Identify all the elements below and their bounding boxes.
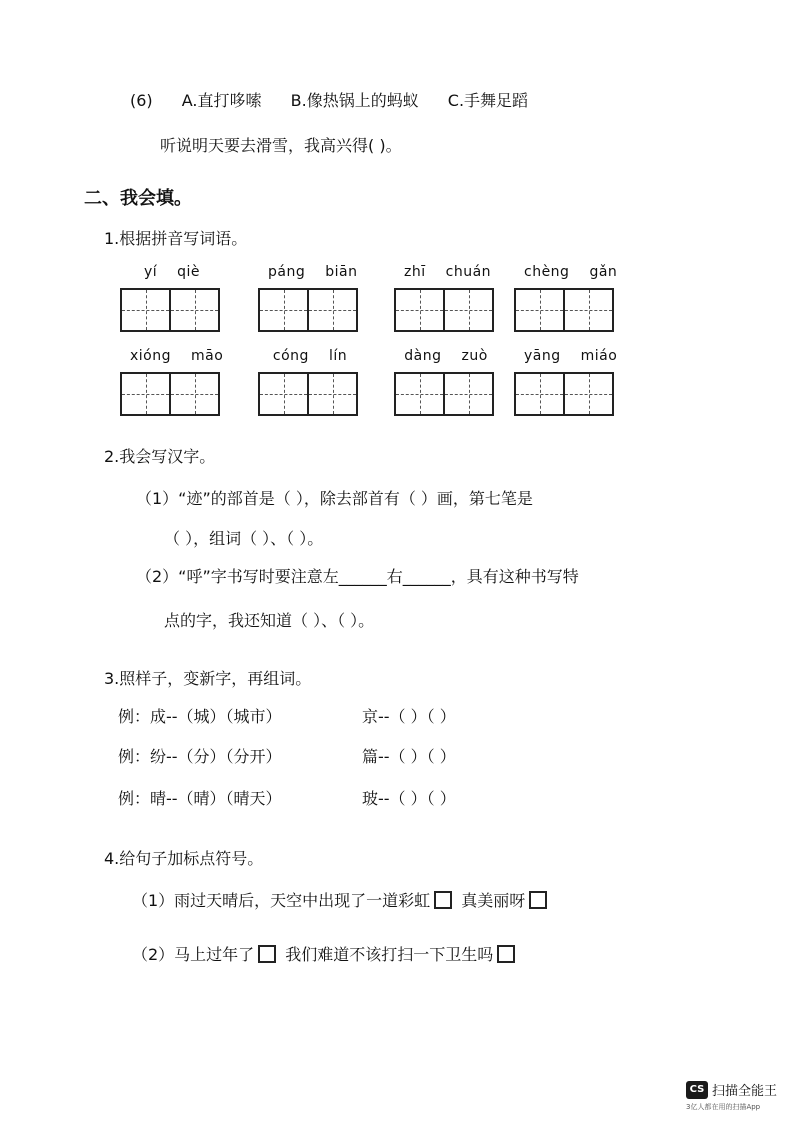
writing-grid[interactable] — [120, 372, 220, 416]
pinyin-item — [514, 348, 618, 416]
pinyin-syllable: dàng — [404, 348, 442, 364]
pinyin-syllable: chèng — [524, 264, 570, 280]
option-c: C.手舞足蹈 — [447, 91, 529, 110]
question-6-options — [130, 88, 552, 111]
q3-title: 3.照样子，变新字，再组词。 — [104, 669, 312, 688]
option-b: B.像热锅上的蚂蚁 — [290, 91, 419, 110]
pinyin-syllable: cóng — [272, 348, 309, 364]
pinyin-syllable: qiè — [177, 264, 201, 280]
writing-grid[interactable] — [120, 288, 220, 332]
writing-grid[interactable] — [514, 372, 614, 416]
pinyin-item — [258, 348, 362, 416]
pinyin-syllable: yí — [143, 264, 158, 280]
writing-grid[interactable] — [394, 288, 494, 332]
q2-title: 2.我会写汉字。 — [104, 447, 216, 466]
q2-line-3: （2）“呼”字书写时要注意左______右______，具有这种书写特 — [136, 567, 579, 586]
punctuation-box[interactable] — [497, 945, 515, 963]
punctuation-box[interactable] — [434, 891, 452, 909]
pinyin-item — [120, 348, 224, 416]
pinyin-syllable: lín — [328, 348, 348, 364]
pinyin-item — [394, 348, 498, 416]
q2-line-4: 点的字，我还知道（ ）、（ ）。 — [164, 611, 375, 630]
q3-task: 玻--（ ）（ ） — [362, 789, 456, 808]
writing-grid[interactable] — [258, 288, 358, 332]
writing-grid[interactable] — [394, 372, 494, 416]
pinyin-syllable: māo — [191, 348, 224, 364]
sentence-part: （1）雨过天晴后，天空中出现了一道彩虹 — [132, 891, 431, 910]
question-number: (6) — [130, 91, 153, 110]
pinyin-item — [394, 264, 498, 332]
watermark-name: 扫描全能王 — [712, 1084, 778, 1099]
pinyin-syllable: páng — [268, 264, 306, 280]
sentence-part: 我们难道不该打扫一下卫生吗 — [285, 945, 494, 964]
q3-example: 例：晴--（晴）（晴天） — [118, 789, 282, 808]
cs-logo-icon: CS — [686, 1081, 708, 1099]
q2-line-2: （ ），组词（ ）、（ ）。 — [164, 529, 324, 548]
pinyin-syllable: biān — [325, 264, 358, 280]
q3-task: 篇--（ ）（ ） — [362, 747, 456, 766]
q2-line-1: （1）“迹”的部首是（ ），除去部首有（ ）画，第七笔是 — [136, 489, 533, 508]
sentence-part: 真美丽呀 — [461, 891, 526, 910]
punctuation-box[interactable] — [258, 945, 276, 963]
q1-title: 1.根据拼音写词语。 — [104, 229, 248, 248]
scanner-watermark — [686, 1080, 777, 1099]
pinyin-syllable: yāng — [524, 348, 561, 364]
q3-example: 例：纷--（分）（分开） — [118, 747, 282, 766]
pinyin-syllable: chuán — [445, 264, 492, 280]
punctuation-box[interactable] — [529, 891, 547, 909]
pinyin-syllable: gǎn — [589, 264, 618, 280]
pinyin-syllable: miáo — [580, 348, 618, 364]
option-a: A.直打哆嗦 — [181, 91, 262, 110]
pinyin-item — [120, 264, 224, 332]
writing-grid[interactable] — [258, 372, 358, 416]
pinyin-item — [258, 264, 362, 332]
pinyin-item — [514, 264, 618, 332]
q4-sentence-1 — [132, 888, 551, 911]
q3-example: 例：成--（城）（城市） — [118, 707, 282, 726]
pinyin-syllable: xióng — [130, 348, 171, 364]
section-title: 二、我会填。 — [84, 188, 192, 209]
q4-title: 4.给句子加标点符号。 — [104, 849, 264, 868]
q3-task: 京--（ ）（ ） — [362, 707, 456, 726]
question-6-sentence: 听说明天要去滑雪，我高兴得( )。 — [160, 136, 402, 155]
sentence-part: （2）马上过年了 — [132, 945, 255, 964]
q4-sentence-2 — [132, 942, 519, 965]
watermark-subtitle: 3亿人都在用的扫描App — [686, 1103, 761, 1111]
writing-grid[interactable] — [514, 288, 614, 332]
pinyin-syllable: zuò — [461, 348, 488, 364]
pinyin-syllable: zhī — [404, 264, 426, 280]
